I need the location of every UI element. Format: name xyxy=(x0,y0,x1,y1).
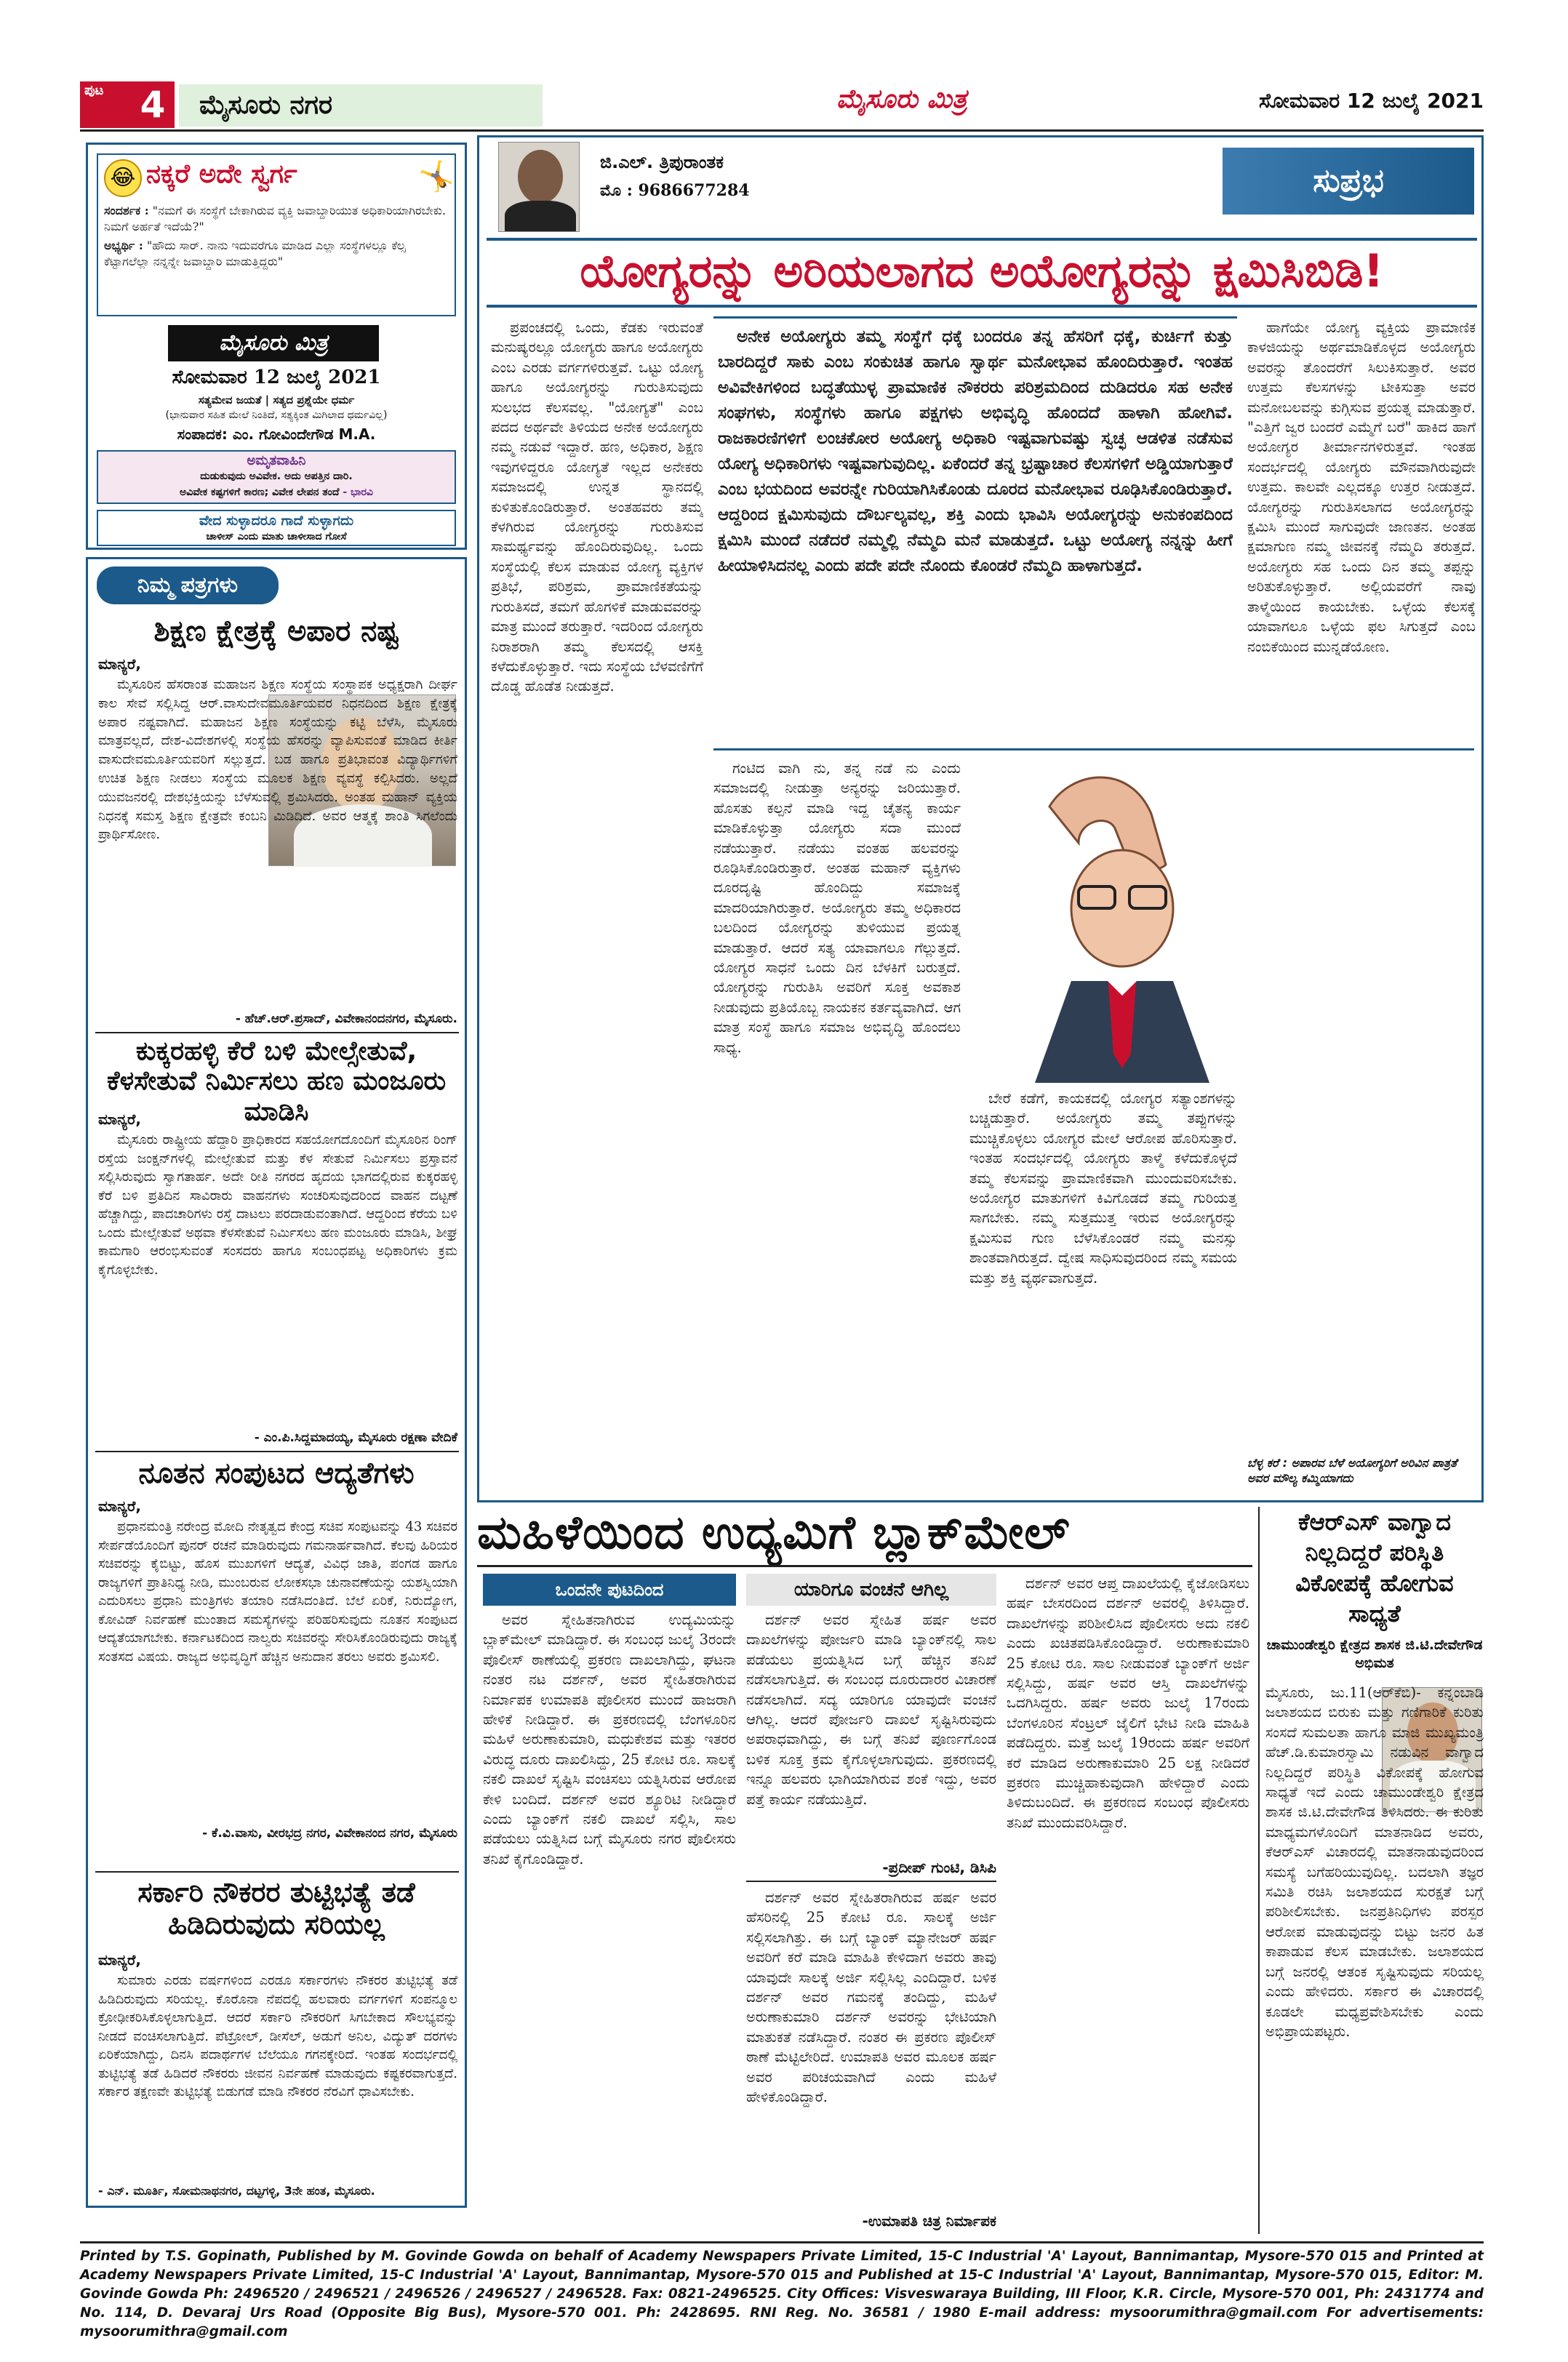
letter-3-title: ನೂತನ ಸಂಪುಟದ ಆದ್ಯತೆಗಳು xyxy=(138,1457,415,1490)
lead-story-sidebar-title: ಯಾರಿಗೂ ವಂಚನೆ ಆಗಿಲ್ಲ xyxy=(793,1579,949,1601)
joke-line1-text: "ನಮಗೆ ಈ ಸಂಸ್ಥೆಗೆ ಬೇಕಾಗಿರುವ ವ್ಯಕ್ತಿ ಜವಾಬ್ದಾರಿಯುತ ಅಧಿಕಾರಿಯಾಗಿರಬೇಕು. ನಿಮಗೆ ಅರ್ಹತೆ ಇದೆಯೆ?" xyxy=(104,204,447,233)
column-name: ಸುಪ್ರಭ xyxy=(1313,162,1384,199)
quote-line2: ಅವಿವೇಕ ಕಷ್ಟಗಳಿಗೆ ಕಾರಣ; ವಿವೇಕ ಲೇಪನ ತಂದೆ xyxy=(180,487,340,498)
letter-2-text: ಮೈಸೂರು ರಾಷ್ಟ್ರೀಯ ಹೆದ್ದಾರಿ ಪ್ರಾಧಿಕಾರದ ಸಹಯೋಗದೊಂದಿಗೆ ಮೈಸೂರಿನ ರಿಂಗ್ ರಸ್ತೆಯ ಜಂಕ್ಷನ್‌ಗಳಲ್ಲಿ ಮೇಲ್ಸೇತುವೆ ಮತ್ತು ಕೆಳ ಸೇತುವೆ ನಿರ್ಮಿಸಲು ಪ್ರಸ್ತಾವನೆ ಸಲ್ಲಿಸಿರುವುದು ಸ್ವಾಗತಾರ್ಹ. ಅದೇ ರೀತಿ ನಗರದ ಹೃದಯ ಭಾಗದಲ್ಲಿರುವ ಕುಕ್ಕರಹಳ್ಳಿ ಕೆರೆ ಬಳಿ ಪ್ರತಿದಿನ ಸಾವಿರಾರು ವಾಹನಗಳು ಸಂಚರಿಸುವುದರಿಂದ ವಾಹನ ದಟ್ಟಣೆ ಹೆಚ್ಚಾಗಿದ್ದು, ಪಾದಚಾರಿಗಳು ರಸ್ತೆ ದಾಟಲು ಪರದಾಡುವಂತಾಗಿದೆ. ಆದ್ದರಿಂದ ಕೆರೆಯ ಬಳಿ ಒಂದು ಮೇಲ್ಸೇತುವೆ ಅಥವಾ ಕೆಳಸೇತುವೆ ನಿರ್ಮಿಸಲು ಹಣ ಮಂಜೂರು ಮಾಡಿಸಿ, ಶೀಘ್ರ ಕಾಮಗಾರಿ ಆರಂಭಿಸುವಂತೆ ಸಂಸದರು ಹಾಗೂ ಸಂಬಂಧಪಟ್ಟ ಅಧಿಕಾರಿಗಳು ಕ್ರಮ ಕೈಗೊಳ್ಳಬೇಕು. xyxy=(98,1132,457,1278)
quote-line1: ದುಡುಕುವುದು ಅವಿವೇಕ. ಅದು ಅಪತ್ತಿನ ದಾರಿ. xyxy=(200,471,353,482)
letter-2-signature: - ಎಂ.ಪಿ.ಸಿದ್ದಮಾದಯ್ಯ, ಮೈಸೂರು ರಕ್ಷಣಾ ವೇದಿಕೆ xyxy=(254,1430,457,1445)
paper-info-line2: (ಭಾನುವಾರ ಸಹಿತ ಮೇಲೆ ನಿಂತಿದೆ, ಸತ್ಯಕ್ಕಿಂತ ಮಿಗಿಲಾದ ಧರ್ಮವಿಲ್ಲ) xyxy=(165,409,388,421)
masthead-logo: ಮೈಸೂರು ಮಿತ್ರ xyxy=(836,84,967,114)
pull-quote-text: ಅನೇಕ ಅಯೋಗ್ಯರು ತಮ್ಮ ಸಂಸ್ಥೆಗೆ ಧಕ್ಕೆ ಬಂದರೂ ತನ್ನ ಹೆಸರಿಗೆ ಧಕ್ಕೆ, ಕುರ್ಚಿಗೆ ಕುತ್ತು ಬಾರದಿದ್ದರೆ ಸಾಕು ಎಂಬ ಸಂಕುಚಿತ ಹಾಗೂ ಸ್ವಾರ್ಥ ಮನೋಭಾವ ಹೊಂದಿರುತ್ತಾರೆ. ಇಂತಹ ಅವಿವೇಕಿಗಳಿಂದ ಬದ್ಧತೆಯುಳ್ಳ ಪ್ರಾಮಾಣಿಕ ನೌಕರರು ಪರಿಶ್ರಮದಿಂದ ದುಡಿದರೂ ಸಹ ಅನೇಕ ಸಂಘಗಳು, ಸಂಸ್ಥೆಗಳು ಹಾಗೂ ಪಕ್ಷಗಳು ಅಭಿವೃದ್ಧಿ ಹೊಂದದೆ ಹಾಳಾಗಿ ಹೋಗಿವೆ. ರಾಜಕಾರಣಿಗಳಿಗೆ ಲಂಚಕೋರ ಅಯೋಗ್ಯ ಅಧಿಕಾರಿ ಇಷ್ಟವಾಗುವಷ್ಟು ಸ್ವಚ್ಛ ಆಡಳಿತ ನಡೆಸುವ ಯೋಗ್ಯ ಅಧಿಕಾರಿಗಳು ಇಷ್ಟವಾಗುವುದಿಲ್ಲ. ಏಕೆಂದರೆ ತನ್ನ ಭ್ರಷ್ಟಾಚಾರ ಕೆಲಸಗಳಿಗೆ ಅಡ್ಡಿಯಾಗುತ್ತಾರೆ ಎಂಬ ಭಯದಿಂದ ಅವರನ್ನೇ ಗುರಿಯಾಗಿಸಿಕೊಂಡು ದೂರದ ಮನೋಭಾವ ರೂಢಿಸಿಕೊಂಡಿರುತ್ತಾರೆ. ಆದ್ದರಿಂದ ಕ್ಷಮಿಸುವುದು ದೌರ್ಬಲ್ಯವಲ್ಲ, ಶಕ್ತಿ ಎಂದು ಭಾವಿಸಿ ಅಯೋಗ್ಯರನ್ನು ಅನುಕಂಪದಿಂದ ಕ್ಷಮಿಸಿ ಮುಂದೆ ನಡೆದರೆ ನಮ್ಮಲ್ಲಿ ನೆಮ್ಮದಿ ಮನೆ ಮಾಡುತ್ತದೆ. ಒಟ್ಟು ಅಯೋಗ್ಯ ನನ್ನನ್ನು ಹೀಗೆ ಹೀಯಾಳಿಸಿದನಲ್ಲ ಎಂದು ಪದೇ ಪದೇ ನೊಂದು ಕೊಂಡರೆ ನೆಮ್ಮದಿ ಹಾಳಾಗುತ್ತದೆ. xyxy=(718,327,1233,575)
paper-info-line1: ಸತ್ಯಮೇವ ಜಯತೆ | ಸತ್ಯದ ಪ್ರಶ್ನೆಯೇ ಧರ್ಮ xyxy=(198,393,355,407)
veda-box xyxy=(97,510,456,546)
joke-box xyxy=(97,153,456,316)
author-phone: ಮೊ : 9686677284 xyxy=(600,181,750,200)
letter-4-salutation: ಮಾನ್ಯರೆ, xyxy=(98,1951,141,1969)
quote-box xyxy=(97,450,456,504)
person-head-icon xyxy=(518,150,563,204)
lead-story-col-3: ದರ್ಶನ್ ಅವರ ಸ್ನೇಹಿತರಾಗಿರುವ ಹರ್ಷ ಅವರ ಹೆಸರಿನಲ್ಲಿ 25 ಕೋಟಿ ರೂ. ಸಾಲಕ್ಕೆ ಅರ್ಜಿ ಸಲ್ಲಿಸಲಾಗಿತ್ತು. ಈ ಬಗ್ಗೆ ಬ್ಯಾಂಕ್ ಮ್ಯಾನೇಜರ್ ಹರ್ಷ ಅವರಿಗೆ ಕರೆ ಮಾಡಿ ಮಾಹಿತಿ ಕೇಳಿದಾಗ ಅವರು ತಾವು ಯಾವುದೇ ಸಾಲಕ್ಕೆ ಅರ್ಜಿ ಸಲ್ಲಿಸಿಲ್ಲ ಎಂದಿದ್ದಾರೆ. ಬಳಿಕ ದರ್ಶನ್ ಅವರ ಗಮನಕ್ಕೆ ತಂದಿದ್ದು, ಮಹಿಳೆ ಅರುಣಾಕುಮಾರಿ ದರ್ಶನ್ ಅವರನ್ನು ಭೇಟಿಯಾಗಿ ಮಾತುಕತೆ ನಡೆಸಿದ್ದಾರೆ. ನಂತರ ಈ ಪ್ರಕರಣ ಪೊಲೀಸ್ ಠಾಣೆ ಮೆಟ್ಟಿಲೇರಿದೆ. ಉಮಾಪತಿ ಅವರ ಮೂಲಕ ಹರ್ಷ ಅವರ ಪರಿಚಯವಾಗಿದೆ ಎಂದು ಮಹಿಳೆ ಹೇಳಿಕೊಂಡಿದ್ದಾರೆ. xyxy=(746,1889,996,2106)
editorial-signoff: ಬೆಳ್ಳ ಕರೆ : ಅಪಾರವ ಬೆಳೆ ಅಯೋಗ್ಯರಿಗೆ ಅರಿವಿನ ಪಾತ್ರತೆ ಅವರ ಮೌಲ್ಯ ಕಮ್ಮಿಯಾಗದು xyxy=(1247,1456,1457,1485)
letter-1-title: ಶಿಕ್ಷಣ ಕ್ಷೇತ್ರಕ್ಕೆ ಅಪಾರ ನಷ್ಟ xyxy=(153,614,399,648)
letter-3-signature: - ಕೆ.ವಿ.ವಾಸು, ವೀರಭದ್ರ ನಗರ, ವಿವೇಕಾನಂದ ನಗರ, ಮೈಸೂರು xyxy=(202,1826,457,1841)
letter-3-text: ಪ್ರಧಾನಮಂತ್ರಿ ನರೇಂದ್ರ ಮೋದಿ ನೇತೃತ್ವದ ಕೇಂದ್ರ ಸಚಿವ ಸಂಪುಟವನ್ನು 43 ಸಚಿವರ ಸೇರ್ಪಡೆಯೊಂದಿಗೆ ಪುನರ್‌ ರಚನೆ ಮಾಡಿರುವುದು ಗಮನಾರ್ಹವಾಗಿದೆ. ಕೆಲವು ಹಿರಿಯರ ಸಚಿವರನ್ನು ಕೈಬಿಟ್ಟು, ಹೊಸ ಮುಖಗಳಿಗೆ ಆದ್ಯತೆ, ವಿವಿಧ ಜಾತಿ, ಪಂಗಡ ಹಾಗೂ ರಾಜ್ಯಗಳಿಗೆ ಪ್ರಾತಿನಿಧ್ಯ ನೀಡಿ, ಮುಂಬರುವ ಲೋಕಸಭಾ ಚುನಾವಣೆಯನ್ನು ಯಶಸ್ವಿಯಾಗಿ ಎದುರಿಸಲು ಪ್ರಧಾನಿ ಮಂತ್ರಿಗಳು ತಯಾರಿ ನಡೆಸಿದಂತಿದೆ. ಬೆಲೆ ಏರಿಕೆ, ನಿರುದ್ಯೋಗ, ಕೋವಿಡ್ ನಿರ್ವಹಣೆ ಮುಂತಾದ ಸಮಸ್ಯೆಗಳನ್ನು ಪರಿಹರಿಸುವುದು ನೂತನ ಸಂಪುಟದ ಆದ್ಯತೆಯಾಗಬೇಕು. ಕರ್ನಾಟಕದಿಂದ ನಾಲ್ವರು ಸಚಿವರನ್ನು ಸೇರಿಸಿಕೊಂಡಿರುವುದು ರಾಜ್ಯಕ್ಕೆ ಸಂತಸದ ವಿಷಯ. ರಾಜ್ಯದ ಅಭಿವೃದ್ಧಿಗೆ ಹೆಚ್ಚಿನ ಅನುದಾನ ತರಲು ಅವರು ಶ್ರಮಿಸಲಿ. xyxy=(98,1519,457,1665)
masthead-rule xyxy=(80,129,1484,132)
letter-4-text: ಸುಮಾರು ಎರಡು ವರ್ಷಗಳಿಂದ ಎರಡೂ ಸರ್ಕಾರಗಳು ನೌಕರರ ತುಟ್ಟಿಭತ್ಯೆ ತಡೆ ಹಿಡಿದಿರುವುದು ಸರಿಯಲ್ಲ. ಕೊರೊನಾ ನೆಪದಲ್ಲಿ ಹಲವಾರು ವರ್ಗಗಳಿಗೆ ಸಂಪನ್ಮೂಲ ಕ್ರೋಢೀಕರಿಸಿಕೊಳ್ಳಲಾಗುತ್ತಿದೆ. ಆದರೆ ಸರ್ಕಾರಿ ನೌಕರರಿಗೆ ಸಿಗಬೇಕಾದ ಸೌಲಭ್ಯವನ್ನು ನೀಡದೆ ವಂಚಿಸಲಾಗುತ್ತಿದೆ. ಪೆಟ್ರೋಲ್, ಡೀಸೆಲ್, ಅಡುಗೆ ಅನಿಲ, ವಿದ್ಯುತ್ ದರಗಳು ಏರಿಕೆಯಾಗಿದ್ದು, ದಿನಸಿ ಪದಾರ್ಥಗಳ ಬೆಲೆಯೂ ಗಗನಕ್ಕೇರಿದೆ. ಇಂತಹ ಸಂದರ್ಭದಲ್ಲಿ ತುಟ್ಟಿಭತ್ಯೆ ತಡೆ ಹಿಡಿದರೆ ನೌಕರರು ಜೀವನ ನಿರ್ವಹಣೆ ಮಾಡುವುದು ಕಷ್ಟಕರವಾಗುತ್ತದೆ. ಸರ್ಕಾರ ತಕ್ಷಣವೇ ತುಟ್ಟಿಭತ್ಯೆ ಬಿಡುಗಡೆ ಮಾಡಿ ನೌಕರರ ನೆರವಿಗೆ ಧಾವಿಸಬೇಕು. xyxy=(98,1973,457,2099)
joke-box-title: ನಕ್ಕರೆ ಅದೇ ಸ್ವರ್ಗ xyxy=(146,159,297,189)
quote-box-title: ಅಮೃತವಾಹಿನಿ xyxy=(247,453,306,468)
author-photo xyxy=(498,142,580,232)
person-body-icon xyxy=(505,201,576,232)
letter-2-title: ಕುಕ್ಕರಹಳ್ಳಿ ಕೆರೆ ಬಳಿ ಮೇಲ್ಸೇತುವೆ, ಕೆಳಸೇತುವೆ ನಿರ್ಮಿಸಲು ಹಣ ಮಂಜೂರು ಮಾಡಿಸಿ xyxy=(106,1036,447,1126)
side-story-subhead: ಚಾಮುಂಡೇಶ್ವರಿ ಕ್ಷೇತ್ರದ ಶಾಸಕ ಜಿ.ಟಿ.ದೇವೇಗೌಡ ಅಭಿಮತ xyxy=(1266,1637,1483,1671)
divider xyxy=(746,1881,996,1882)
editorial-headline: ಯೋಗ್ಯರನ್ನು ಅರಿಯಲಾಗದ ಅಯೋಗ್ಯರನ್ನು ಕ್ಷಮಿಸಿಬಿಡಿ! xyxy=(580,244,1384,297)
paper-info-date: ಸೋಮವಾರ 12 ಜುಲೈ 2021 xyxy=(172,367,381,388)
illustration-svg xyxy=(969,763,1246,1083)
section-title: ಮೈಸೂರು ನಗರ xyxy=(179,84,543,127)
masthead-date: ಸೋಮವಾರ 12 ಜುಲೈ 2021 xyxy=(1258,89,1484,113)
column-name-banner xyxy=(1223,148,1474,215)
left-sidebar xyxy=(86,143,467,550)
divider xyxy=(95,1451,459,1452)
footer-rule xyxy=(80,2241,1484,2243)
side-story-headline: ಕೆಆರ್‌ಎಸ್ ವಾಗ್ವಾದ ನಿಲ್ಲದಿದ್ದರೆ ಪರಿಸ್ಥಿತಿ ವಿಕೋಪಕ್ಕೆ ಹೋಗುವ ಸಾಧ್ಯತೆ xyxy=(1295,1508,1454,1628)
lead-story-kicker-box xyxy=(483,1574,736,1606)
pull-quote-box xyxy=(713,316,1237,747)
divider xyxy=(477,1565,1252,1567)
letter-3-salutation: ಮಾನ್ಯರೆ, xyxy=(98,1497,141,1515)
joke-line2-label: ಅಭ್ಯರ್ಥಿ : xyxy=(104,239,143,252)
editorial-col-4: ಹಾಗೆಯೇ ಯೋಗ್ಯ ವ್ಯಕ್ತಿಯ ಪ್ರಾಮಾಣಿಕ ಕಾಳಜಿಯನ್ನು ಅರ್ಥಮಾಡಿಕೊಳ್ಳದ ಅಯೋಗ್ಯರು ಅವರನ್ನು ತೊಂದರೆಗೆ ಸಿಲುಕಿಸುತ್ತಾರೆ. ಅವರ ಉತ್ತಮ ಕೆಲಸಗಳನ್ನು ಟೀಕಿಸುತ್ತಾ ಅವರ ಮನೋಬಲವನ್ನು ಕುಗ್ಗಿಸುವ ಪ್ರಯತ್ನ ಮಾಡುತ್ತಾರೆ. "ಎತ್ತಿಗೆ ಜ್ವರ ಬಂದರೆ ಎಮ್ಮೆಗೆ ಬರೆ" ಹಾಕಿದ ಹಾಗೆ ಅಯೋಗ್ಯರ ತೀರ್ಮಾನಗಳಿರುತ್ತವೆ. ಇಂತಹ ಸಂದರ್ಭದಲ್ಲಿ ಯೋಗ್ಯರು ಮೌನವಾಗಿರುವುದೇ ಉತ್ತಮ. ಕಾಲವೇ ಎಲ್ಲದಕ್ಕೂ ಉತ್ತರ ನೀಡುತ್ತದೆ. ಯೋಗ್ಯರನ್ನು ಗುರುತಿಸಲಾಗದ ಅಯೋಗ್ಯರನ್ನು ಕ್ಷಮಿಸಿ ಮುಂದೆ ಸಾಗುವುದೇ ಜಾಣತನ. ಅಂತಹ ಕ್ಷಮಾಗುಣ ನಮ್ಮ ಜೀವನಕ್ಕೆ ನೆಮ್ಮದಿ ತರುತ್ತದೆ. ಅಯೋಗ್ಯರು ಸಹ ಒಂದು ದಿನ ತಮ್ಮ ತಪ್ಪನ್ನು ಅರಿತುಕೊಳ್ಳುತ್ತಾರೆ. ಅಲ್ಲಿಯವರೆಗೆ ನಾವು ತಾಳ್ಮೆಯಿಂದ ಕಾಯಬೇಕು. ಒಳ್ಳೆಯ ಕೆಲಸಕ್ಕೆ ಯಾವಾಗಲೂ ಒಳ್ಳೆಯ ಫಲ ಸಿಗುತ್ತದೆ ಎಂಬ ನಂಬಿಕೆಯಿಂದ ಮುನ್ನಡೆಯೋಣ. xyxy=(1247,319,1476,655)
lead-story-col-2: ದರ್ಶನ್ ಅವರ ಸ್ನೇಹಿತ ಹರ್ಷ ಅವರ ದಾಖಲೆಗಳನ್ನು ಪೋರ್ಜರಿ ಮಾಡಿ ಬ್ಯಾಂಕ್‌ನಲ್ಲಿ ಸಾಲ ಪಡೆಯಲು ಪ್ರಯತ್ನಿಸಿದ ಬಗ್ಗೆ ಹೆಚ್ಚಿನ ತನಿಖೆ ನಡೆಸಲಾಗುತ್ತಿದೆ. ಈ ಸಂಬಂಧ ದೂರುದಾರರ ವಿಚಾರಣೆ ನಡೆಸಲಾಗಿದೆ. ಸದ್ಯ ಯಾರಿಗೂ ಯಾವುದೇ ವಂಚನೆ ಆಗಿಲ್ಲ. ಆದರೆ ಪೋರ್ಜರಿ ದಾಖಲೆ ಸೃಷ್ಟಿಸಿರುವುದು ಅಪರಾಧವಾಗಿದ್ದು, ಈ ಬಗ್ಗೆ ತನಿಖೆ ಪೂರ್ಣಗೊಂಡ ಬಳಿಕ ಸೂಕ್ತ ಕ್ರಮ ಕೈಗೊಳ್ಳಲಾಗುವುದು. ಪ್ರಕರಣದಲ್ಲಿ ಇನ್ನೂ ಹಲವರು ಭಾಗಿಯಾಗಿರುವ ಶಂಕೆ ಇದ್ದು, ಅವರ ಪತ್ತೆ ಕಾರ್ಯ ನಡೆಯುತ್ತಿದೆ. xyxy=(746,1612,996,1808)
veda-box-title: ವೇದ ಸುಳ್ಳಾದರೂ ಗಾದೆ ಸುಳ್ಳಾಗದು xyxy=(199,513,354,529)
letter-4-signature: - ಎನ್. ಮೂರ್ತಿ, ಸೋಮನಾಥನಗರ, ದಟ್ಟಗಳ್ಳಿ, 3ನೇ ಹಂತ, ಮೈಸೂರು. xyxy=(98,2184,375,2198)
author-name: ಜಿ.ಎಲ್. ತ್ರಿಪುರಾಂತಕ xyxy=(600,152,724,172)
letter-2-salutation: ಮಾನ್ಯರೆ, xyxy=(98,1110,141,1128)
editorial-col-2: ಗಂಟಿದ ವಾಗಿ ನು, ತನ್ನ ನಡೆ ನು ಎಂದು ಸಮಾಜದಲ್ಲಿ ನೀಡುತ್ತಾ ಅನ್ಯರನ್ನು ಜರಿಯುತ್ತಾರೆ. ಹೊಸತು ಕಲ್ಪನೆ ಮಾಡಿ ಇದ್ದ ಚೈತನ್ಯ ಕಾರ್ಯ ಮಾಡಿಕೊಳ್ಳುತ್ತಾ ಯೋಗ್ಯರು ಸದಾ ಮುಂದೆ ನಡೆಯುತ್ತಾರೆ. ನಡೆಯು ವಂತಹ ಹಲವರನ್ನು ರೂಢಿಸಿಕೊಂಡಿರುತ್ತಾರೆ. ಅಂತಹ ಮಹಾನ್ ವ್ಯಕ್ತಿಗಳು ದೂರದೃಷ್ಟಿ ಹೊಂದಿದ್ದು ಸಮಾಜಕ್ಕೆ ಮಾದರಿಯಾಗಿರುತ್ತಾರೆ. ಅಯೋಗ್ಯರು ತಮ್ಮ ಅಧಿಕಾರದ ಬಲದಿಂದ ಯೋಗ್ಯರನ್ನು ತುಳಿಯುವ ಪ್ರಯತ್ನ ಮಾಡುತ್ತಾರೆ. ಆದರೆ ಸತ್ಯ ಯಾವಾಗಲೂ ಗೆಲ್ಲುತ್ತದೆ. ಯೋಗ್ಯರ ಸಾಧನೆ ಒಂದು ದಿನ ಬೆಳಕಿಗೆ ಬರುತ್ತದೆ. ಯೋಗ್ಯರನ್ನು ಗುರುತಿಸಿ ಅವರಿಗೆ ಸೂಕ್ತ ಅವಕಾಶ ನೀಡುವುದು ಪ್ರತಿಯೊಬ್ಬ ನಾಯಕನ ಕರ್ತವ್ಯವಾಗಿದೆ. ಆಗ ಮಾತ್ರ ಸಂಸ್ಥೆ ಹಾಗೂ ಸಮಾಜ ಅಭಿವೃದ್ಧಿ ಹೊಂದಲು ಸಾಧ್ಯ. xyxy=(713,760,961,1056)
page-label: ಪುಟ xyxy=(84,83,104,98)
footer-imprint: Printed by T.S. Gopinath, Published by M. Govinde Gowda on behalf of Academy Newspapers Private Limited, 15-C Industrial 'A' Layout, Bannimantap, Mysore-570 015 and Printed at Academy Newspapers Private Limited, 15-C Industrial 'A' Layout, Bannimantap, Mysore-570 015 and Published at 15-C Industrial 'A' Layout, Bannimantap, Mysore-570 015, Editor: M. Govinde Gowda Ph: 2496520 / 2496521 / 2496526 / 2496527 / 2496528. Fax: 0821-2496525. City Offices: Visveswaraya Building, III Floor, K.R. Circle, Mysore-570 001, Ph: 2431774 and No. 114, D. Devaraj Urs Road (Opposite Big Bus), Mysore-570 001. Ph: 2428695. RNI Reg. No. 36581 / 1980 E-mail address: mysoorumithra@gmail.com For advertisements: mysoorumithra@gmail.com xyxy=(80,2249,1484,2339)
veda-box-text: ಚಾಳೀಸ್‌ ಎಂದು ಮಾತು ಚಾಳೀಸಾದ ಗೋಸೆ xyxy=(206,531,347,543)
lead-story-col-1: ಅವರ ಸ್ನೇಹಿತನಾಗಿರುವ ಉದ್ಯಮಿಯನ್ನು ಬ್ಲಾಕ್‌ಮೇಲ್ ಮಾಡಿದ್ದಾರೆ. ಈ ಸಂಬಂಧ ಜುಲೈ 3ರಂದೇ ಪೊಲೀಸ್ ಠಾಣೆಯಲ್ಲಿ ಪ್ರಕರಣ ದಾಖಲಾಗಿದ್ದು, ಘಟನಾ ನಂತರ ನಟ ದರ್ಶನ್, ಅವರ ಸ್ನೇಹಿತರಾಗಿರುವ ನಿರ್ಮಾಪಕ ಉಮಾಪತಿ ಪೊಲೀಸರ ಮುಂದೆ ಹಾಜರಾಗಿ ಹೇಳಿಕೆ ನೀಡಿದ್ದಾರೆ. ಈ ಪ್ರಕರಣದಲ್ಲಿ ಬೆಂಗಳೂರಿನ ಮಹಿಳೆ ಅರುಣಾಕುಮಾರಿ, ಮಧುಕೇಶವ ಮತ್ತು ಇತರರ ವಿರುದ್ಧ ದೂರು ದಾಖಲಿಸಿದ್ದು, 25 ಕೋಟಿ ರೂ. ಸಾಲಕ್ಕೆ ನಕಲಿ ದಾಖಲೆ ಸೃಷ್ಟಿಸಿ ವಂಚಿಸಲು ಯತ್ನಿಸಿರುವ ಆರೋಪ ಕೇಳಿ ಬಂದಿದೆ. ದರ್ಶನ್ ಅವರ ಶ್ಯೂರಿಟಿ ನೀಡಿದ್ದಾರೆ ಎಂದು ಬ್ಯಾಂಕ್‌ಗೆ ನಕಲಿ ದಾಖಲೆ ಸಲ್ಲಿಸಿ, ಸಾಲ ಪಡೆಯಲು ಯತ್ನಿಸಿದ ಬಗ್ಗೆ ಮೈಸೂರು ನಗರ ಪೊಲೀಸರು ತನಿಖೆ ಕೈಗೊಂಡಿದ್ದಾರೆ. xyxy=(483,1612,736,1867)
letters-header xyxy=(97,567,279,604)
letter-4-title: ಸರ್ಕಾರಿ ನೌಕರರ ತುಟ್ಟಿಭತ್ಯೆ ತಡೆ ಹಿಡಿದಿರುವುದು ಸರಿಯಲ್ಲ xyxy=(137,1876,415,1940)
letter-1-signature: - ಹೆಚ್.ಆರ್.ಪ್ರಸಾದ್, ವಿವೇಕಾನಂದನಗರ, ಮೈಸೂರು. xyxy=(235,1012,457,1026)
paper-info-editor: ಸಂಪಾದಕ: ಎಂ. ಗೋವಿಂದೇಗೌಡ M.A. xyxy=(177,425,376,443)
lead-story-headline: ಮಹಿಳೆಯಿಂದ ಉದ್ಯಮಿಗೆ ಬ್ಲಾಕ್‌ಮೇಲ್ xyxy=(477,1506,1071,1560)
lead-story-col-4: ದರ್ಶನ್ ಅವರ ಆಪ್ತ ದಾಖಲೆಯಲ್ಲಿ ಕೈಜೋಡಿಸಲು ಹರ್ಷ ಬೇಸರದಿಂದ ದರ್ಶನ್ ಅವರಲ್ಲಿ ತಿಳಿಸಿದ್ದಾರೆ. ದಾಖಲೆಗಳನ್ನು ಪರಿಶೀಲಿಸಿದ ಪೊಲೀಸರು ಅದು ನಕಲಿ ಎಂದು ಖಚಿತಪಡಿಸಿಕೊಂಡಿದ್ದಾರೆ. ಅರುಣಾಕುಮಾರಿ 25 ಕೋಟಿ ರೂ. ಸಾಲ ನೀಡುವಂತೆ ಬ್ಯಾಂಕ್‌ಗೆ ಅರ್ಜಿ ಸಲ್ಲಿಸಿದ್ದು, ಹರ್ಷ ಅವರ ಆಸ್ತಿ ದಾಖಲೆಗಳನ್ನು ಒದಗಿಸಿದ್ದರು. ಹರ್ಷ ಅವರು ಜುಲೈ 17ರಂದು ಬೆಂಗಳೂರಿನ ಸೆಂಟ್ರಲ್ ಜೈಲಿಗೆ ಭೇಟಿ ನೀಡಿ ಮಾಹಿತಿ ಪಡೆದಿದ್ದರು. ಮತ್ತೆ ಜುಲೈ 19ರಂದು ಹರ್ಷ ಅವರಿಗೆ ಕರೆ ಮಾಡಿದ ಅರುಣಾಕುಮಾರಿ 25 ಲಕ್ಷ ನೀಡಿದರೆ ಪ್ರಕರಣ ಮುಚ್ಚಿಹಾಕುವುದಾಗಿ ಹೇಳಿದ್ದಾರೆ ಎಂದು ತಿಳಿದುಬಂದಿದೆ. ಈ ಪ್ರಕರಣದ ಸಂಬಂಧ ಪೊಲೀಸರು ತನಿಖೆ ಮುಂದುವರಿಸಿದ್ದಾರೆ. xyxy=(1007,1575,1249,1831)
editorial-box xyxy=(477,135,1484,1502)
paper-info-logo: ಮೈಸೂರು ಮಿತ್ರ xyxy=(168,325,379,361)
side-story-body: ಮೈಸೂರು, ಜು.11(ಆರ್‌ಕೆಬಿ)- ಕನ್ನಂಬಾಡಿ ಜಲಾಶಯದ ಬಿರುಕು ಮತ್ತು ಗಣಿಗಾರಿಕೆ ಕುರಿತು ಸಂಸದೆ ಸುಮಲತಾ ಹಾಗೂ ಮಾಜಿ ಮುಖ್ಯಮಂತ್ರಿ ಹೆಚ್.ಡಿ.ಕುಮಾರಸ್ವಾಮಿ ನಡುವಿನ ವಾಗ್ವಾದ ನಿಲ್ಲದಿದ್ದರೆ ಪರಿಸ್ಥಿತಿ ವಿಕೋಪಕ್ಕೆ ಹೋಗುವ ಸಾಧ್ಯತೆ ಇದೆ ಎಂದು ಚಾಮುಂಡೇಶ್ವರಿ ಕ್ಷೇತ್ರದ ಶಾಸಕ ಜಿ.ಟಿ.ದೇವೇಗೌಡ ತಿಳಿಸಿದರು. ಈ ಕುರಿತು ಮಾಧ್ಯಮಗಳೊಂದಿಗೆ ಮಾತನಾಡಿದ ಅವರು, ಕೆಆರ್‌ಎಸ್ ವಿಚಾರದಲ್ಲಿ ಮಾತನಾಡುವುದರಿಂದ ಸಮಸ್ಯೆ ಬಗೆಹರಿಯುವುದಿಲ್ಲ. ಬದಲಾಗಿ ತಜ್ಞರ ಸಮಿತಿ ರಚಿಸಿ ಜಲಾಶಯದ ಸುರಕ್ಷತೆ ಬಗ್ಗೆ ಪರಿಶೀಲಿಸಬೇಕು. ಜನಪ್ರತಿನಿಧಿಗಳು ಪರಸ್ಪರ ಆರೋಪ ಮಾಡುವುದನ್ನು ಬಿಟ್ಟು ಜನರ ಹಿತ ಕಾಪಾಡುವ ಕೆಲಸ ಮಾಡಬೇಕು. ಜಲಾಶಯದ ಬಗ್ಗೆ ಜನರಲ್ಲಿ ಆತಂಕ ಸೃಷ್ಟಿಸುವುದು ಸರಿಯಲ್ಲ ಎಂದು ಹೇಳಿದರು. ಸರ್ಕಾರ ಈ ವಿಚಾರದಲ್ಲಿ ಕೂಡಲೇ ಮಧ್ಯಪ್ರವೇಶಿಸಬೇಕು ಎಂದು ಅಭಿಪ್ರಾಯಪಟ್ಟರು. xyxy=(1265,1684,1484,2040)
divider xyxy=(95,1032,459,1033)
lead-story-col-3-signature: -ಉಮಾಪತಿ ಚಿತ್ರ ನಿರ್ಮಾಪಕ xyxy=(862,2212,996,2230)
editorial-col-3: ಬೇರೆ ಕಡೆಗೆ, ಕಾಯಕದಲ್ಲಿ ಯೋಗ್ಯರ ಸತ್ಯಾಂಶಗಳನ್ನು ಬಚ್ಚಿಡುತ್ತಾರೆ. ಅಯೋಗ್ಯರು ತಮ್ಮ ತಪ್ಪುಗಳನ್ನು ಮುಚ್ಚಿಕೊಳ್ಳಲು ಯೋಗ್ಯರ ಮೇಲೆ ಆರೋಪ ಹೊರಿಸುತ್ತಾರೆ. ಇಂತಹ ಸಂದರ್ಭದಲ್ಲಿ ಯೋಗ್ಯರು ತಾಳ್ಮೆ ಕಳೆದುಕೊಳ್ಳದೆ ತಮ್ಮ ಕೆಲಸವನ್ನು ಪ್ರಾಮಾಣಿಕವಾಗಿ ಮುಂದುವರಿಸಬೇಕು. ಅಯೋಗ್ಯರ ಮಾತುಗಳಿಗೆ ಕಿವಿಗೊಡದೆ ತಮ್ಮ ಗುರಿಯತ್ತ ಸಾಗಬೇಕು. ನಮ್ಮ ಸುತ್ತಮುತ್ತ ಇರುವ ಅಯೋಗ್ಯರನ್ನು ಕ್ಷಮಿಸುವ ಗುಣ ಬೆಳೆಸಿಕೊಂಡರೆ ನಮ್ಮ ಮನಸ್ಸು ಶಾಂತವಾಗಿರುತ್ತದೆ. ದ್ವೇಷ ಸಾಧಿಸುವುದರಿಂದ ನಮ್ಮ ಸಮಯ ಮತ್ತು ಶಕ್ತಿ ವ್ಯರ್ಥವಾಗುತ್ತದೆ. xyxy=(969,1090,1237,1286)
letters-header-text: ನಿಮ್ಮ ಪತ್ರಗಳು xyxy=(137,572,239,598)
joke-line2-text: "ಹೌದು ಸಾರ್. ನಾನು ಇದುವರೆಗೂ ಮಾಡಿದ ಎಲ್ಲಾ ಸಂಸ್ಥೆಗಳಲ್ಲೂ ಕೆಲ್ಸ ಕೆಟ್ಟಾಗಲೆಲ್ಲಾ ನನ್ನನ್ನೇ ಜವಾಬ್ದಾರಿ ಮಾಡುತ್ತಿದ್ದರು" xyxy=(104,239,406,268)
editorial-col-1: ಪ್ರಪಂಚದಲ್ಲಿ ಒಂದು, ಕೆಡಕು ಇರುವಂತೆ ಮನುಷ್ಯರಲ್ಲೂ ಯೋಗ್ಯರು ಹಾಗೂ ಅಯೋಗ್ಯರು ಎಂಬ ಎರಡು ವರ್ಗಗಳಿರುತ್ತವೆ. ಒಟ್ಟು ಯೋಗ್ಯ ಹಾಗೂ ಅಯೋಗ್ಯರನ್ನು ಗುರುತಿಸುವುದು ಸುಲಭದ ಕೆಲಸವಲ್ಲ. "ಯೋಗ್ಯತೆ" ಎಂಬ ಪದದ ಅರ್ಥವೇ ತಿಳಿಯದ ಅನೇಕ ಅಯೋಗ್ಯರು ನಮ್ಮ ನಡುವೆ ಇದ್ದಾರೆ. ಹಣ, ಅಧಿಕಾರ, ಶಿಕ್ಷಣ ಇವುಗಳಿದ್ದರೂ ಯೋಗ್ಯತೆ ಇಲ್ಲದ ಅನೇಕರು ಸಮಾಜದಲ್ಲಿ ಉನ್ನತ ಸ್ಥಾನದಲ್ಲಿ ಕುಳಿತುಕೊಂಡಿರುತ್ತಾರೆ. ಅಂತಹವರು ತಮ್ಮ ಕೆಳಗಿರುವ ಯೋಗ್ಯರನ್ನು ಗುರುತಿಸುವ ಸಾಮರ್ಥ್ಯವನ್ನು ಹೊಂದಿರುವುದಿಲ್ಲ. ಒಂದು ಸಂಸ್ಥೆಯಲ್ಲಿ ಕೆಲಸ ಮಾಡುವ ಯೋಗ್ಯ ವ್ಯಕ್ತಿಗಳ ಪ್ರತಿಭೆ, ಪರಿಶ್ರಮ, ಪ್ರಾಮಾಣಿಕತೆಯನ್ನು ಗುರುತಿಸದೆ, ತಮಗೆ ಹೊಗಳಿಕೆ ಮಾಡುವವರನ್ನು ಮಾತ್ರ ಮುಂದೆ ತರುತ್ತಾರೆ. ಇದರಿಂದ ಯೋಗ್ಯರು ನಿರಾಶರಾಗಿ ತಮ್ಮ ಕೆಲಸದಲ್ಲಿ ಆಸಕ್ತಿ ಕಳೆದುಕೊಳ್ಳುತ್ತಾರೆ. ಇದು ಸಂಸ್ಥೆಯ ಬೆಳವಣಿಗೆಗೆ ದೊಡ್ಡ ಹೊಡೆತ ನೀಡುತ್ತದೆ. xyxy=(491,319,703,695)
page-number: 4 xyxy=(131,81,175,128)
letter-1-body xyxy=(98,676,457,1007)
lead-story-kicker: ಒಂದನೇ ಪುಟದಿಂದ xyxy=(555,1580,664,1600)
pinched-man-illustration xyxy=(969,763,1246,1083)
letter-1-salutation: ಮಾನ್ಯರೆ, xyxy=(98,655,141,673)
masthead xyxy=(80,81,1484,132)
jumping-man-icon: 🤸 xyxy=(418,160,455,193)
lead-story-col-2-signature: -ಪ್ರದೀಪ್ ಗುಂಟಿ, ಡಿಸಿಪಿ xyxy=(882,1859,996,1876)
divider xyxy=(95,1871,459,1873)
quote-author: - ಭಾರವಿ xyxy=(343,487,373,498)
letter-1-text: ಮೈಸೂರಿನ ಹೆಸರಾಂತ ಮಹಾಜನ ಶಿಕ್ಷಣ ಸಂಸ್ಥೆಯ ಸಂಸ್ಥಾಪಕ ಅಧ್ಯಕ್ಷರಾಗಿ ದೀರ್ಘ ಕಾಲ ಸೇವೆ ಸಲ್ಲಿಸಿದ್ದ ಆರ್.ವಾಸುದೇವಮೂರ್ತಿಯವರ ನಿಧನದಿಂದ ಶಿಕ್ಷಣ ಕ್ಷೇತ್ರಕ್ಕೆ ಅಪಾರ ನಷ್ಟವಾಗಿದೆ. ಮಹಾಜನ ಶಿಕ್ಷಣ ಸಂಸ್ಥೆಯನ್ನು ಕಟ್ಟಿ ಬೆಳೆಸಿ, ಮೈಸೂರು ಮಾತ್ರವಲ್ಲದೆ, ದೇಶ-ವಿದೇಶಗಳಲ್ಲಿ ಸಂಸ್ಥೆಯ ಹೆಸರನ್ನು ವ್ಯಾಪಿಸುವಂತೆ ಮಾಡಿದ ಕೀರ್ತಿ ವಾಸುದೇವಮೂರ್ತಿಯವರಿಗೆ ಸಲ್ಲುತ್ತದೆ. ಬಡ ಹಾಗೂ ಪ್ರತಿಭಾವಂತ ವಿದ್ಯಾರ್ಥಿಗಳಿಗೆ ಉಚಿತ ಶಿಕ್ಷಣ ನೀಡಲು ಸಂಸ್ಥೆಯ ಮೂಲಕ ಶಿಕ್ಷಣ ವ್ಯವಸ್ಥೆ ಕಲ್ಪಿಸಿದರು. ಅಲ್ಲದೆ ಯುವಜನರಲ್ಲಿ ದೇಶಭಕ್ತಿಯನ್ನು ಬೆಳೆಸುವಲ್ಲಿ ಶ್ರಮಿಸಿದರು. ಅಂತಹ ಮಹಾನ್ ವ್ಯಕ್ತಿಯ ನಿಧನಕ್ಕೆ ಸಮಸ್ತ ಶಿಕ್ಷಣ ಕ್ಷೇತ್ರವೇ ಕಂಬನಿ ಮಿಡಿದಿದೆ. ಅವರ ಆತ್ಮಕ್ಕೆ ಶಾಂತಿ ಸಿಗಲೆಂದು ಪ್ರಾರ್ಥಿಸೋಣ. xyxy=(98,677,457,843)
laughing-face-icon: 😂 xyxy=(104,159,142,197)
column-divider xyxy=(1258,1507,1260,2234)
lead-story-sidebar-title-box xyxy=(746,1574,996,1606)
letters-section xyxy=(86,557,467,2208)
joke-line1-label: ಸಂದರ್ಶಕ : xyxy=(104,204,149,217)
